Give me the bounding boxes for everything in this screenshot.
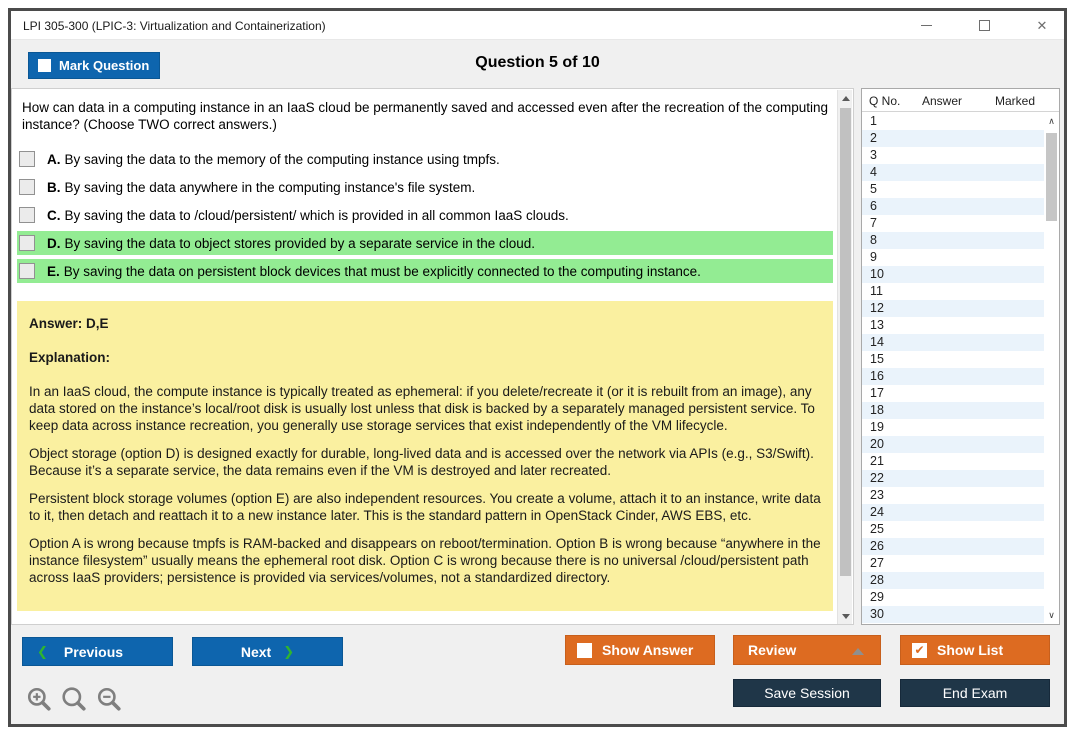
question-list-body xyxy=(862,113,1044,624)
zoom-in-icon[interactable] xyxy=(26,686,52,712)
question-list-row[interactable]: 7 xyxy=(870,216,877,230)
option-checkbox[interactable] xyxy=(19,151,35,167)
scrollbar-thumb[interactable] xyxy=(1046,133,1057,221)
chevron-left-icon: ❮ xyxy=(37,643,48,659)
option-letter: B. xyxy=(47,179,61,195)
review-dropdown-button[interactable] xyxy=(733,635,881,665)
check-icon: ✔ xyxy=(914,643,925,657)
question-list-row[interactable]: 26 xyxy=(862,538,1044,555)
column-header-answer: Answer xyxy=(922,94,963,108)
scrollbar-thumb[interactable] xyxy=(840,108,851,576)
zoom-reset-icon[interactable] xyxy=(61,686,87,712)
answer-line: Answer: D,E xyxy=(29,316,109,331)
question-list-row[interactable]: 22 xyxy=(862,470,1044,487)
question-list-row[interactable]: 11 xyxy=(870,284,883,298)
previous-label: Previous xyxy=(63,643,124,660)
answer-option-row[interactable] xyxy=(17,147,833,171)
show-answer-button[interactable] xyxy=(565,635,715,665)
explanation-box xyxy=(17,301,833,611)
question-list-header xyxy=(862,89,1059,112)
question-list-scrollbar[interactable] xyxy=(1044,113,1059,624)
window-title: LPI 305-300 (LPIC-3: Virtualization and Containerization) xyxy=(23,19,326,33)
next-button[interactable] xyxy=(192,637,343,666)
explanation-paragraph: Persistent block storage volumes (option E) are also independent resources. You create a volume, attach it to an instance, write data to it, then detach and reattach it to a new instance later. This is the standard pattern in OpenStack Cinder, AWS EBS, etc. xyxy=(29,491,821,523)
show-answer-label: Show Answer xyxy=(602,642,694,658)
option-letter: A. xyxy=(47,151,61,167)
save-session-label: Save Session xyxy=(764,685,850,701)
close-icon: ✕ xyxy=(1036,18,1048,33)
question-list-row[interactable]: 24 xyxy=(862,504,1044,521)
question-list-row[interactable]: 5 xyxy=(870,182,877,196)
question-list-row[interactable]: 18 xyxy=(862,402,1044,419)
question-list-panel xyxy=(861,88,1060,625)
question-list-row[interactable]: 6 xyxy=(862,198,1044,215)
question-list-row[interactable]: 14 xyxy=(862,334,1044,351)
title-bar xyxy=(11,11,1064,40)
question-list-row[interactable]: 9 xyxy=(870,250,877,264)
option-letter: C. xyxy=(47,207,61,223)
chevron-right-icon: ❯ xyxy=(283,643,295,659)
question-list-row[interactable]: 13 xyxy=(870,318,884,332)
question-list-row[interactable]: 4 xyxy=(862,164,1044,181)
question-list-row[interactable]: 1 xyxy=(870,114,877,128)
show-list-checkbox[interactable] xyxy=(912,643,927,658)
zoom-controls xyxy=(26,686,122,712)
bottom-bar xyxy=(11,625,1064,724)
mark-question-label: Mark Question xyxy=(59,58,150,73)
triangle-up-icon xyxy=(852,648,864,655)
option-text: By saving the data anywhere in the computing instance's file system. xyxy=(64,179,476,195)
option-checkbox[interactable] xyxy=(19,235,35,251)
question-list-row[interactable]: 10 xyxy=(862,266,1044,283)
question-list-row[interactable]: 27 xyxy=(870,556,884,570)
answer-option-row[interactable] xyxy=(17,203,833,227)
question-list-row[interactable]: 19 xyxy=(870,420,884,434)
question-counter: Question 5 of 10 xyxy=(475,54,600,71)
window-controls xyxy=(914,11,1054,40)
question-text: How can data in a computing instance in an IaaS cloud be permanently saved and accessed even after the recreation of the computing instance? (Choose TWO correct answers.) xyxy=(22,100,828,132)
scroll-up-icon[interactable] xyxy=(838,90,853,107)
toolbar xyxy=(11,41,1064,88)
answer-option-row[interactable] xyxy=(17,175,833,199)
option-text: By saving the data on persistent block devices that must be explicitly connected to the computing instance. xyxy=(63,263,701,279)
question-list-row[interactable]: 3 xyxy=(870,148,877,162)
close-button[interactable] xyxy=(1030,15,1054,37)
question-list-row[interactable]: 16 xyxy=(862,368,1044,385)
question-list-row[interactable]: 15 xyxy=(870,352,884,366)
maximize-icon xyxy=(979,20,990,31)
column-header-qno: Q No. xyxy=(869,94,901,108)
save-session-button[interactable] xyxy=(733,679,881,707)
question-list-row[interactable]: 25 xyxy=(870,522,884,536)
app-window xyxy=(8,8,1067,727)
column-header-marked: Marked xyxy=(995,94,1036,108)
question-list-row[interactable]: 2 xyxy=(862,130,1044,147)
explanation-paragraph: Object storage (option D) is designed exactly for durable, long-lived data and is accessed over the network via APIs (e.g., S3/Swift). Because it’s a separate service, the data remains even if the VM is destroyed and later recreated. xyxy=(29,446,814,478)
zoom-out-icon[interactable] xyxy=(96,686,122,712)
content-scrollbar[interactable] xyxy=(837,90,852,625)
scroll-down-icon[interactable]: ∨ xyxy=(1048,610,1055,620)
explanation-paragraph: In an IaaS cloud, the compute instance is typically treated as ephemeral: if you delete/recreate it (or it is rebuilt from an image), any data stored on the instance’s local/root disk is usually lost unless that disk is backed by a separately managed persistent service. To keep data across instance recreation, you generally use storage services that exist independently of the VM lifecycle. xyxy=(29,384,815,433)
option-checkbox[interactable] xyxy=(19,179,35,195)
question-list-row[interactable]: 12 xyxy=(862,300,1044,317)
option-letter: E. xyxy=(47,263,60,279)
maximize-button[interactable] xyxy=(972,15,996,37)
explanation-paragraph: Option A is wrong because tmpfs is RAM-backed and disappears on reboot/termination. Option B is wrong because “anywhere in the instance filesystem” usually means the ephemeral root disk. Option C is wrong because there is no universal /cloud/persistent path across IaaS providers; persistence is provided via services/volumes, not a standardized directory. xyxy=(29,536,821,585)
option-letter: D. xyxy=(47,235,61,251)
show-list-label: Show List xyxy=(937,642,1004,658)
option-checkbox[interactable] xyxy=(19,263,35,279)
question-list-row[interactable]: 23 xyxy=(870,488,884,502)
option-checkbox[interactable] xyxy=(19,207,35,223)
option-text: By saving the data to object stores provided by a separate service in the cloud. xyxy=(64,235,536,251)
question-list-row[interactable]: 28 xyxy=(862,572,1044,589)
question-list-row[interactable]: 29 xyxy=(870,590,884,604)
answer-option-row[interactable] xyxy=(17,259,833,283)
review-label: Review xyxy=(748,642,797,658)
scroll-down-icon[interactable] xyxy=(838,608,853,625)
show-answer-checkbox[interactable] xyxy=(577,643,592,658)
answer-option-row[interactable] xyxy=(17,231,833,255)
end-exam-button[interactable] xyxy=(900,679,1050,707)
end-exam-label: End Exam xyxy=(942,685,1008,701)
option-text: By saving the data to /cloud/persistent/ which is provided in all common IaaS clouds. xyxy=(64,207,569,223)
question-list-row[interactable]: 17 xyxy=(870,386,884,400)
option-text: By saving the data to the memory of the computing instance using tmpfs. xyxy=(64,151,500,167)
question-panel xyxy=(11,88,854,625)
scroll-up-icon[interactable]: ∧ xyxy=(1048,116,1055,126)
previous-button[interactable] xyxy=(22,637,173,666)
question-list-row[interactable]: 8 xyxy=(862,232,1044,249)
question-list-row[interactable]: 30 xyxy=(862,606,1044,623)
question-list-row[interactable]: 20 xyxy=(862,436,1044,453)
show-list-button[interactable] xyxy=(900,635,1050,665)
minimize-icon xyxy=(921,25,932,26)
minimize-button[interactable] xyxy=(914,15,938,37)
question-list-row[interactable]: 21 xyxy=(870,454,884,468)
next-label: Next xyxy=(240,643,272,660)
explanation-heading: Explanation: xyxy=(29,350,111,365)
